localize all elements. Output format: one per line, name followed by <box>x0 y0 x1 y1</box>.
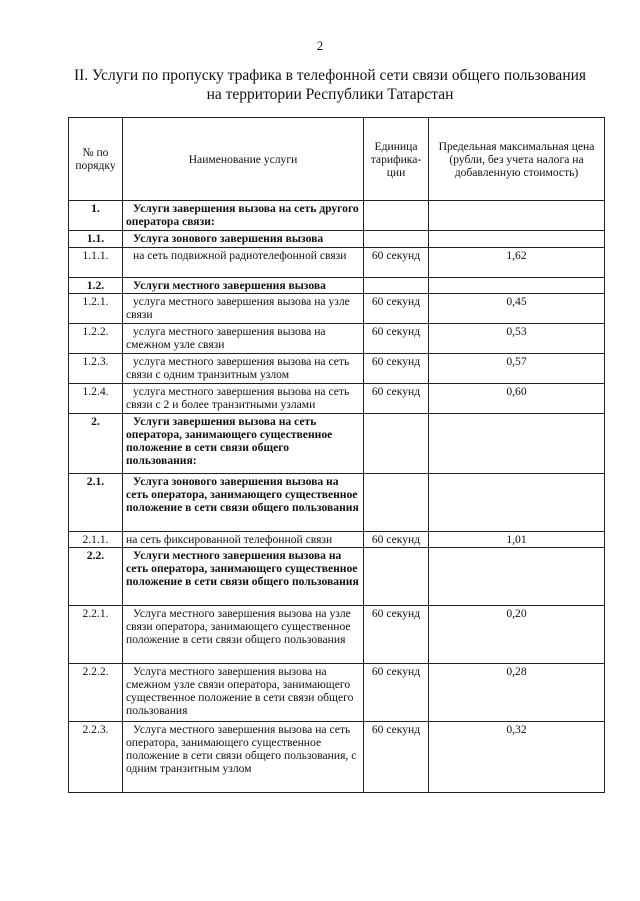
page-number: 2 <box>316 38 324 53</box>
row-price: 0,57 <box>429 354 605 384</box>
row-name-text: Услуги местного завершения вызова <box>133 279 326 292</box>
row-unit: 60 секунд <box>364 248 429 278</box>
row-num: 1.2.1. <box>69 294 123 324</box>
table-row <box>69 294 605 324</box>
table-row <box>69 384 605 414</box>
row-name-text: на сеть фиксированной телефонной связи <box>126 533 333 546</box>
row-name <box>123 354 364 384</box>
row-unit: 60 секунд <box>364 532 429 548</box>
row-name <box>123 722 364 793</box>
row-unit: 60 секунд <box>364 324 429 354</box>
table-row <box>69 248 605 278</box>
table-row <box>69 474 605 532</box>
row-price: 0,20 <box>429 606 605 664</box>
row-name-text: услуга местного завершения вызова на узле связи <box>126 295 350 321</box>
row-price: 1,01 <box>429 532 605 548</box>
row-name-text: Услуги завершения вызова на сеть другого оператора связи: <box>126 202 359 228</box>
row-name <box>123 474 364 532</box>
header-num: № по порядку <box>69 118 123 201</box>
row-unit: 60 секунд <box>364 354 429 384</box>
table-row <box>69 664 605 722</box>
row-unit <box>364 474 429 532</box>
row-name <box>123 324 364 354</box>
row-name-text: услуга местного завершения вызова на сеть связи с одним транзитным узлом <box>126 355 350 381</box>
row-num: 1.2. <box>69 278 123 294</box>
tariff-table <box>68 117 605 793</box>
row-unit <box>364 548 429 606</box>
table-row <box>69 231 605 248</box>
row-name-text: Услуги завершения вызова на сеть оператора, занимающего существенное положение в сети связи общего пользования: <box>126 415 333 467</box>
row-num: 1. <box>69 201 123 231</box>
row-price: 1,62 <box>429 248 605 278</box>
row-name-text: Услуга местного завершения вызова на сеть оператора, занимающего существенное положение в сети связи общего пользования, с одним транзитным узлом <box>126 723 357 775</box>
row-name-text: услуга местного завершения вызова на сеть связи с 2 и более транзитными узлами <box>126 385 350 411</box>
section-title <box>70 66 590 104</box>
header-name: Наименование услуги <box>123 118 364 201</box>
row-num: 2.2.1. <box>69 606 123 664</box>
row-num: 2.2.3. <box>69 722 123 793</box>
row-num: 1.1. <box>69 231 123 248</box>
row-num: 2.2. <box>69 548 123 606</box>
row-num: 2. <box>69 414 123 474</box>
row-unit: 60 секунд <box>364 294 429 324</box>
row-unit: 60 секунд <box>364 606 429 664</box>
row-price <box>429 278 605 294</box>
header-unit: Единица тарифика-ции <box>364 118 429 201</box>
row-price: 0,45 <box>429 294 605 324</box>
row-name-text: Услуга зонового завершения вызова <box>133 232 324 245</box>
row-unit: 60 секунд <box>364 664 429 722</box>
row-name-text: Услуга местного завершения вызова на узле связи оператора, занимающего существенное положение в сети связи общего пользования <box>126 607 351 646</box>
row-num: 1.1.1. <box>69 248 123 278</box>
row-unit: 60 секунд <box>364 722 429 793</box>
row-name <box>123 278 364 294</box>
row-name <box>123 294 364 324</box>
row-name <box>123 664 364 722</box>
row-name <box>123 248 364 278</box>
table-row <box>69 324 605 354</box>
header-price: Предельная максимальная цена (рубли, без учета налога на добавленную стоимость) <box>429 118 605 201</box>
table-row <box>69 414 605 474</box>
row-name <box>123 201 364 231</box>
row-num: 2.1.1. <box>69 532 123 548</box>
section-title-line-1: II. Услуги по пропуску трафика в телефонной сети связи общего пользования <box>73 67 587 84</box>
row-unit <box>364 414 429 474</box>
row-price <box>429 201 605 231</box>
row-name <box>123 384 364 414</box>
row-num: 1.2.4. <box>69 384 123 414</box>
row-num: 1.2.3. <box>69 354 123 384</box>
row-price: 0,32 <box>429 722 605 793</box>
section-title-line-2: на территории Республики Татарстан <box>206 86 454 103</box>
row-price: 0,60 <box>429 384 605 414</box>
row-price: 0,28 <box>429 664 605 722</box>
row-name <box>123 532 364 548</box>
row-name <box>123 231 364 248</box>
row-name-text: Услуга зонового завершения вызова на сеть оператора, занимающего существенное положение в сети связи общего пользования <box>126 475 359 514</box>
row-price <box>429 474 605 532</box>
row-unit <box>364 201 429 231</box>
table-row <box>69 532 605 548</box>
row-num: 2.2.2. <box>69 664 123 722</box>
row-name-text: Услуга местного завершения вызова на смежном узле связи оператора, занимающего существенное положение в сети связи общего пользования <box>126 665 354 717</box>
table-row <box>69 548 605 606</box>
table-row <box>69 201 605 231</box>
row-name <box>123 548 364 606</box>
row-name-text: услуга местного завершения вызова на смежном узле связи <box>126 325 326 351</box>
row-unit: 60 секунд <box>364 384 429 414</box>
row-name-text: на сеть подвижной радиотелефонной связи <box>133 249 347 262</box>
row-name <box>123 606 364 664</box>
row-num: 2.1. <box>69 474 123 532</box>
row-price <box>429 231 605 248</box>
row-name-text: Услуги местного завершения вызова на сеть оператора, занимающего существенное положение в сети связи общего пользования <box>126 549 359 588</box>
row-price: 0,53 <box>429 324 605 354</box>
row-price <box>429 548 605 606</box>
row-unit <box>364 231 429 248</box>
row-num: 1.2.2. <box>69 324 123 354</box>
table-row <box>69 278 605 294</box>
table-row <box>69 606 605 664</box>
row-unit <box>364 278 429 294</box>
table-row <box>69 354 605 384</box>
row-price <box>429 414 605 474</box>
table-row <box>69 722 605 793</box>
table-header-row <box>69 118 605 201</box>
row-name <box>123 414 364 474</box>
